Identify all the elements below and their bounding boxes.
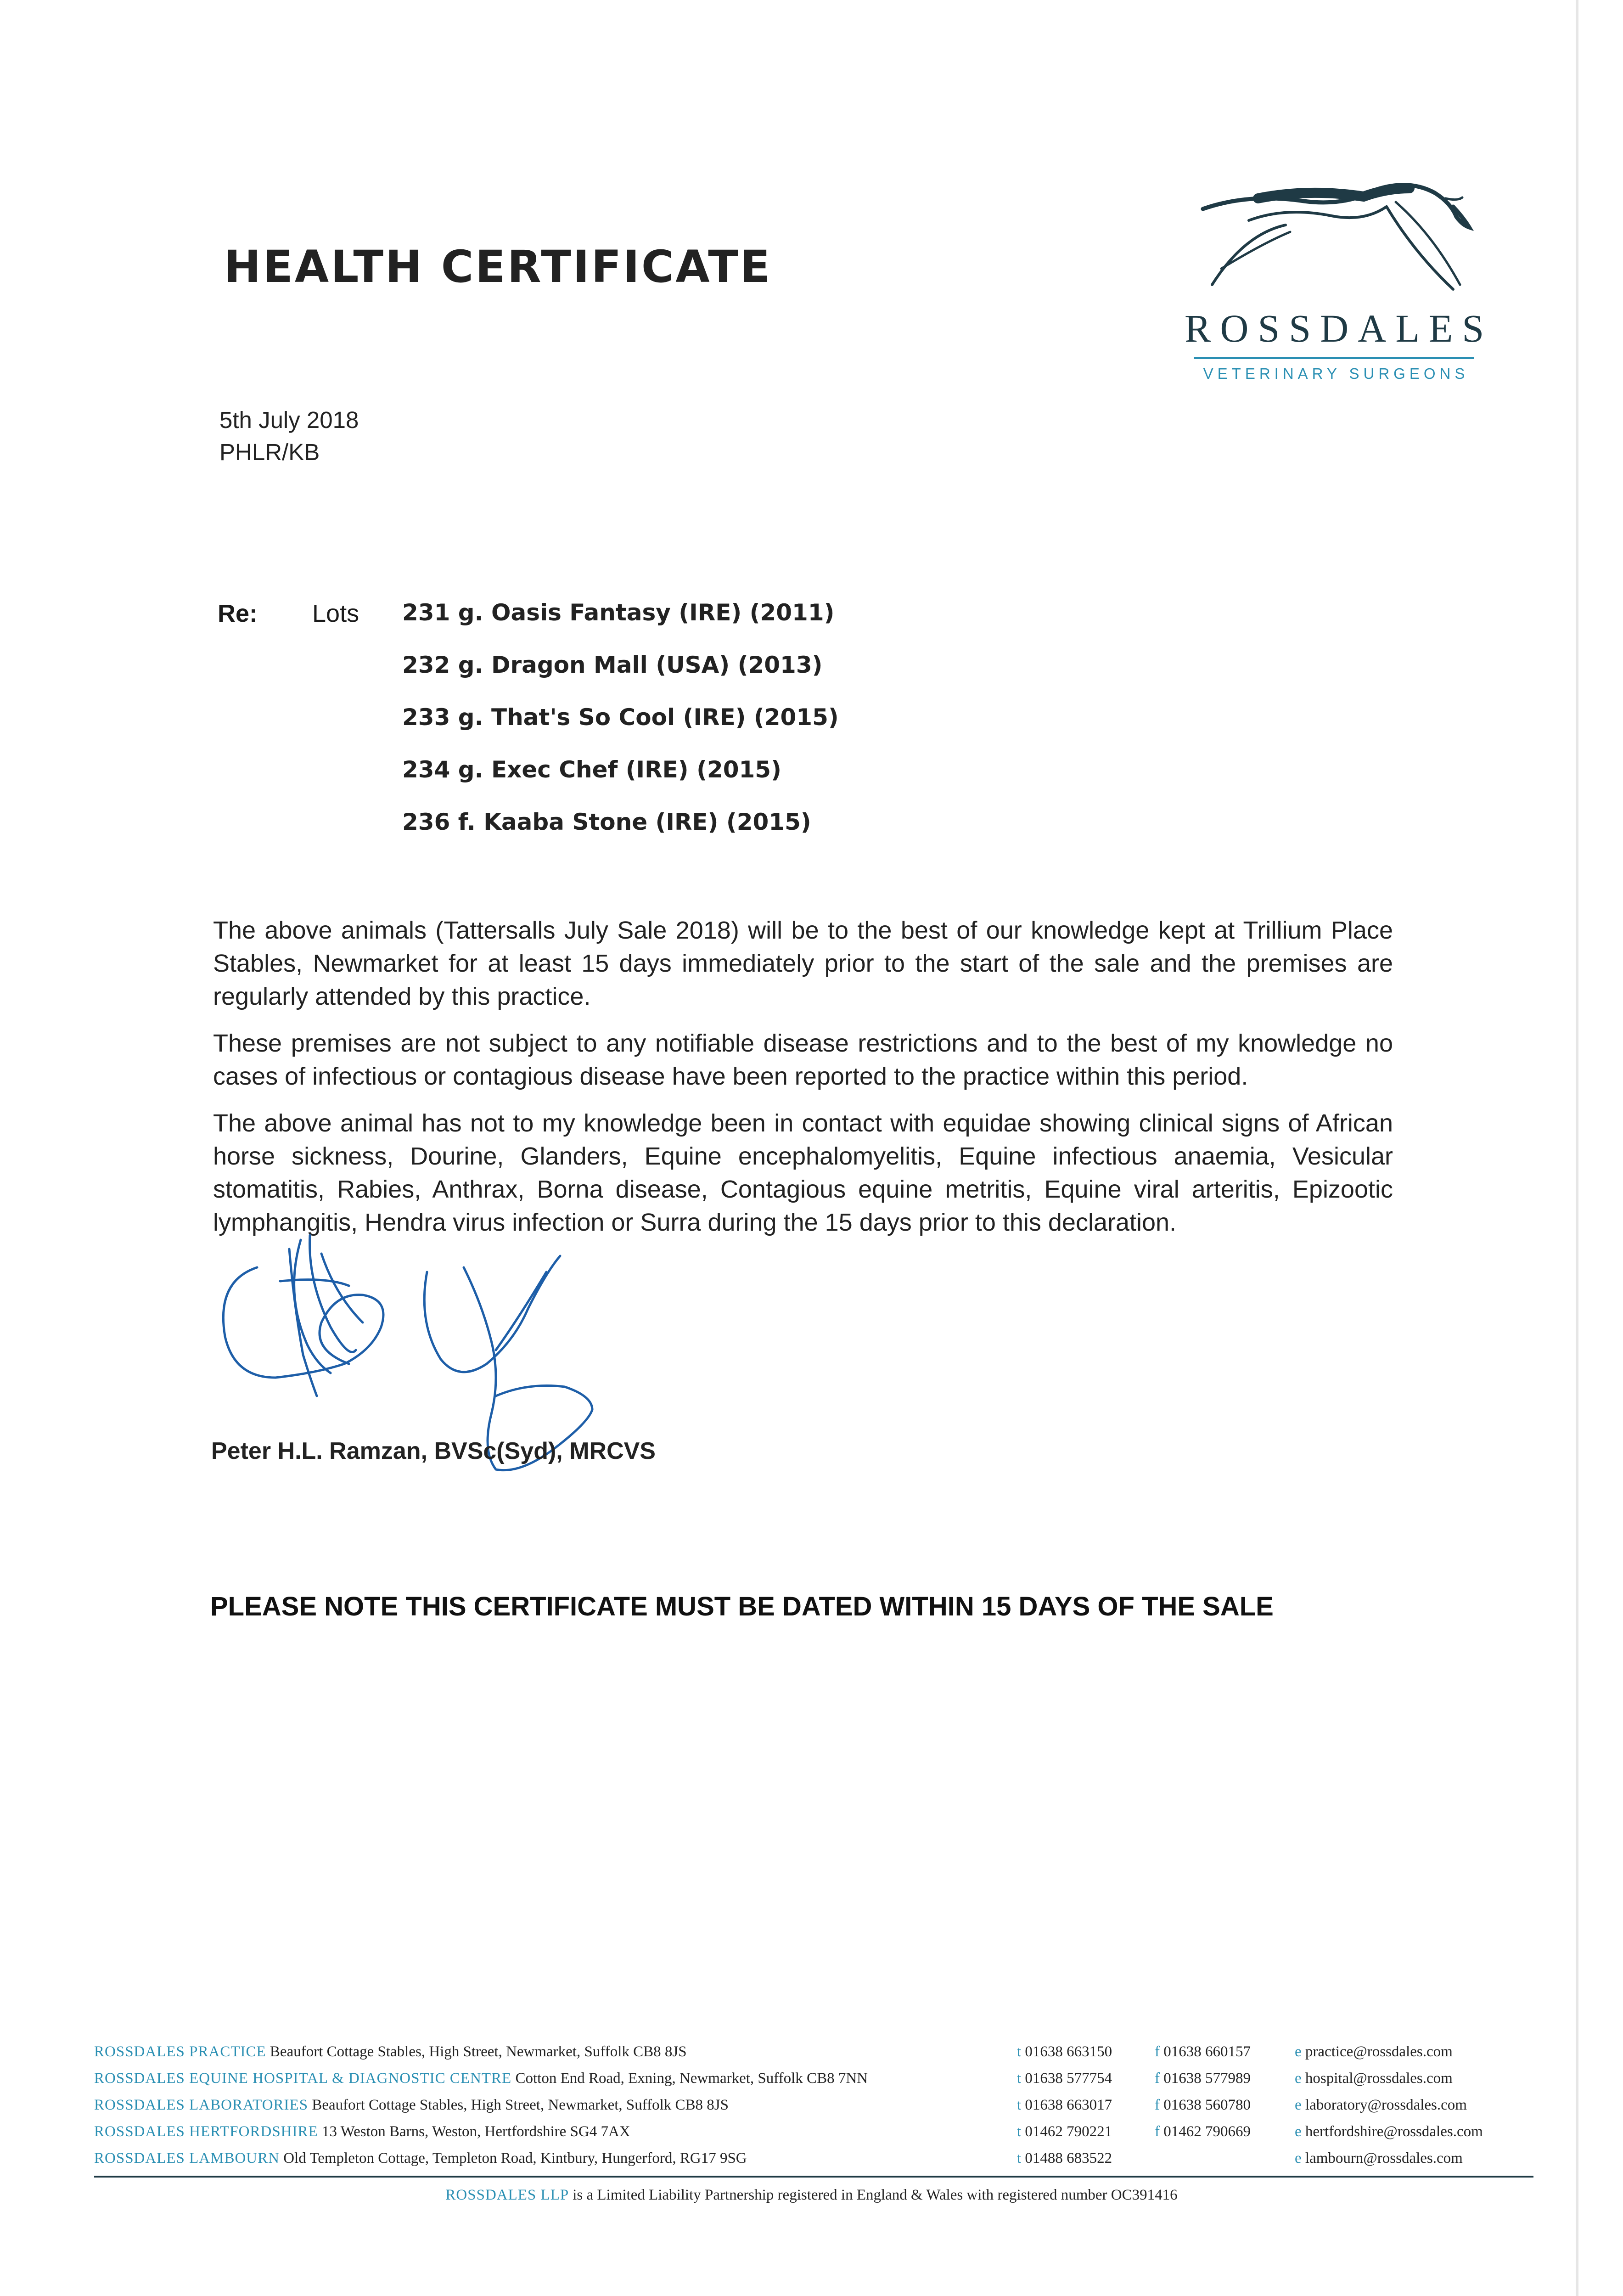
fax-label: f	[1155, 2043, 1160, 2060]
lot-item: 234 g. Exec Chef (IRE) (2015)	[402, 756, 781, 783]
document-reference: PHLR/KB	[219, 439, 320, 465]
footer-branch-name: ROSSDALES LAMBOURN	[94, 2150, 280, 2167]
footer-fax: 01638 560780	[1163, 2097, 1251, 2113]
lot-item: 236 f. Kaaba Stone (IRE) (2015)	[402, 809, 811, 835]
footer-email[interactable]: practice@rossdales.com	[1305, 2043, 1453, 2060]
footer-branch-address: Old Templeton Cottage, Templeton Road, Kintbury, Hungerford, RG17 9SG	[283, 2150, 747, 2167]
footer-row	[94, 2097, 1467, 2123]
lot-item: 232 g. Dragon Mall (USA) (2013)	[402, 652, 823, 678]
footer-phone: 01638 663017	[1025, 2097, 1112, 2113]
phone-label: t	[1017, 2070, 1022, 2087]
footer-fax: 01638 660157	[1163, 2043, 1251, 2060]
logo-tagline: VETERINARY SURGEONS	[1203, 365, 1469, 382]
phone-label: t	[1017, 2123, 1022, 2140]
handwritten-signature	[197, 1212, 657, 1525]
fax-label: f	[1155, 2097, 1160, 2113]
footer-row	[94, 2123, 1483, 2150]
document-date: 5th July 2018	[219, 407, 359, 433]
footer-branch-name: ROSSDALES LABORATORIES	[94, 2097, 309, 2113]
email-label: e	[1295, 2150, 1302, 2167]
reference-block	[219, 404, 359, 468]
footer-legal	[0, 2187, 1623, 2204]
fax-label: f	[1155, 2070, 1160, 2087]
footer-branch-address: Beaufort Cottage Stables, High Street, Newmarket, Suffolk CB8 8JS	[270, 2043, 687, 2060]
footer-branch-name: ROSSDALES PRACTICE	[94, 2043, 266, 2060]
re-label: Re:	[218, 600, 258, 627]
footer-phone: 01638 577754	[1025, 2070, 1112, 2087]
email-label: e	[1295, 2043, 1302, 2060]
body-paragraph: The above animals (Tattersalls July Sale 2018) will be to the best of our knowledge kept at Trillium Place Stables, Newmarket for at least 15 days immediately prior to the start of the sale and the premises are regularly attended by this practice.	[213, 917, 1393, 1010]
legal-text: is a Limited Liability Partnership registered in England & Wales with registered number OC391416	[573, 2187, 1178, 2203]
fax-label: f	[1155, 2123, 1160, 2140]
logo-rule	[1194, 357, 1474, 359]
footer-branch-name: ROSSDALES EQUINE HOSPITAL & DIAGNOSTIC CENTRE	[94, 2070, 512, 2087]
certificate-notice: PLEASE NOTE THIS CERTIFICATE MUST BE DATED WITHIN 15 DAYS OF THE SALE	[210, 1592, 1274, 1621]
logo-name: ROSSDALES	[1185, 306, 1494, 350]
footer-phone: 01462 790221	[1025, 2123, 1112, 2140]
lots-list	[402, 599, 839, 861]
lot-item: 231 g. Oasis Fantasy (IRE) (2011)	[402, 599, 835, 626]
signatory-name: Peter H.L. Ramzan, BVSc(Syd), MRCVS	[211, 1438, 656, 1464]
footer-row	[94, 2043, 1453, 2070]
email-label: e	[1295, 2123, 1302, 2140]
footer-row	[94, 2070, 1453, 2097]
lot-item: 233 g. That's So Cool (IRE) (2015)	[402, 704, 839, 731]
horse-icon	[1194, 174, 1478, 308]
footer-email[interactable]: hospital@rossdales.com	[1305, 2070, 1453, 2087]
phone-label: t	[1017, 2150, 1022, 2167]
phone-label: t	[1017, 2097, 1022, 2113]
footer-branch-address: Beaufort Cottage Stables, High Street, Newmarket, Suffolk CB8 8JS	[312, 2097, 729, 2113]
body-paragraph: These premises are not subject to any notifiable disease restrictions and to the best of my knowledge no cases of infectious or contagious disease have been reported to the practice within this period.	[213, 1030, 1393, 1090]
footer-row	[94, 2150, 1463, 2177]
footer-branch-address: 13 Weston Barns, Weston, Hertfordshire SG4 7AX	[321, 2123, 630, 2140]
footer-email[interactable]: hertfordshire@rossdales.com	[1305, 2123, 1483, 2140]
body-paragraph: The above animal has not to my knowledge been in contact with equidae showing clinical signs of African horse sickness, Dourine, Glanders, Equine encephalomyelitis, Equine infectious anaemia, Vesicular stomatitis, Rabies, Anthrax, Borna disease, Contagious equine metritis, Equine viral arteritis, Epizootic lymphangitis, Hendra virus infection or Surra during the 15 days prior to this declaration.	[213, 1109, 1393, 1236]
footer-email[interactable]: lambourn@rossdales.com	[1305, 2150, 1463, 2167]
email-label: e	[1295, 2097, 1302, 2113]
footer-fax: 01638 577989	[1163, 2070, 1251, 2087]
footer-branch-address: Cotton End Road, Exning, Newmarket, Suffolk CB8 7NN	[515, 2070, 868, 2087]
rossdales-logo	[1185, 174, 1494, 395]
legal-brand: ROSSDALES LLP	[445, 2187, 569, 2203]
footer-phone: 01638 663150	[1025, 2043, 1112, 2060]
lots-label: Lots	[312, 600, 359, 627]
footer-email[interactable]: laboratory@rossdales.com	[1305, 2097, 1467, 2113]
document-title: HEALTH CERTIFICATE	[224, 241, 772, 293]
footer-divider	[94, 2176, 1533, 2178]
footer-branch-name: ROSSDALES HERTFORDSHIRE	[94, 2123, 318, 2140]
footer-fax: 01462 790669	[1163, 2123, 1251, 2140]
email-label: e	[1295, 2070, 1302, 2087]
certificate-body	[213, 914, 1393, 1253]
footer-phone: 01488 683522	[1025, 2150, 1112, 2167]
page-edge	[1576, 0, 1578, 2296]
phone-label: t	[1017, 2043, 1022, 2060]
